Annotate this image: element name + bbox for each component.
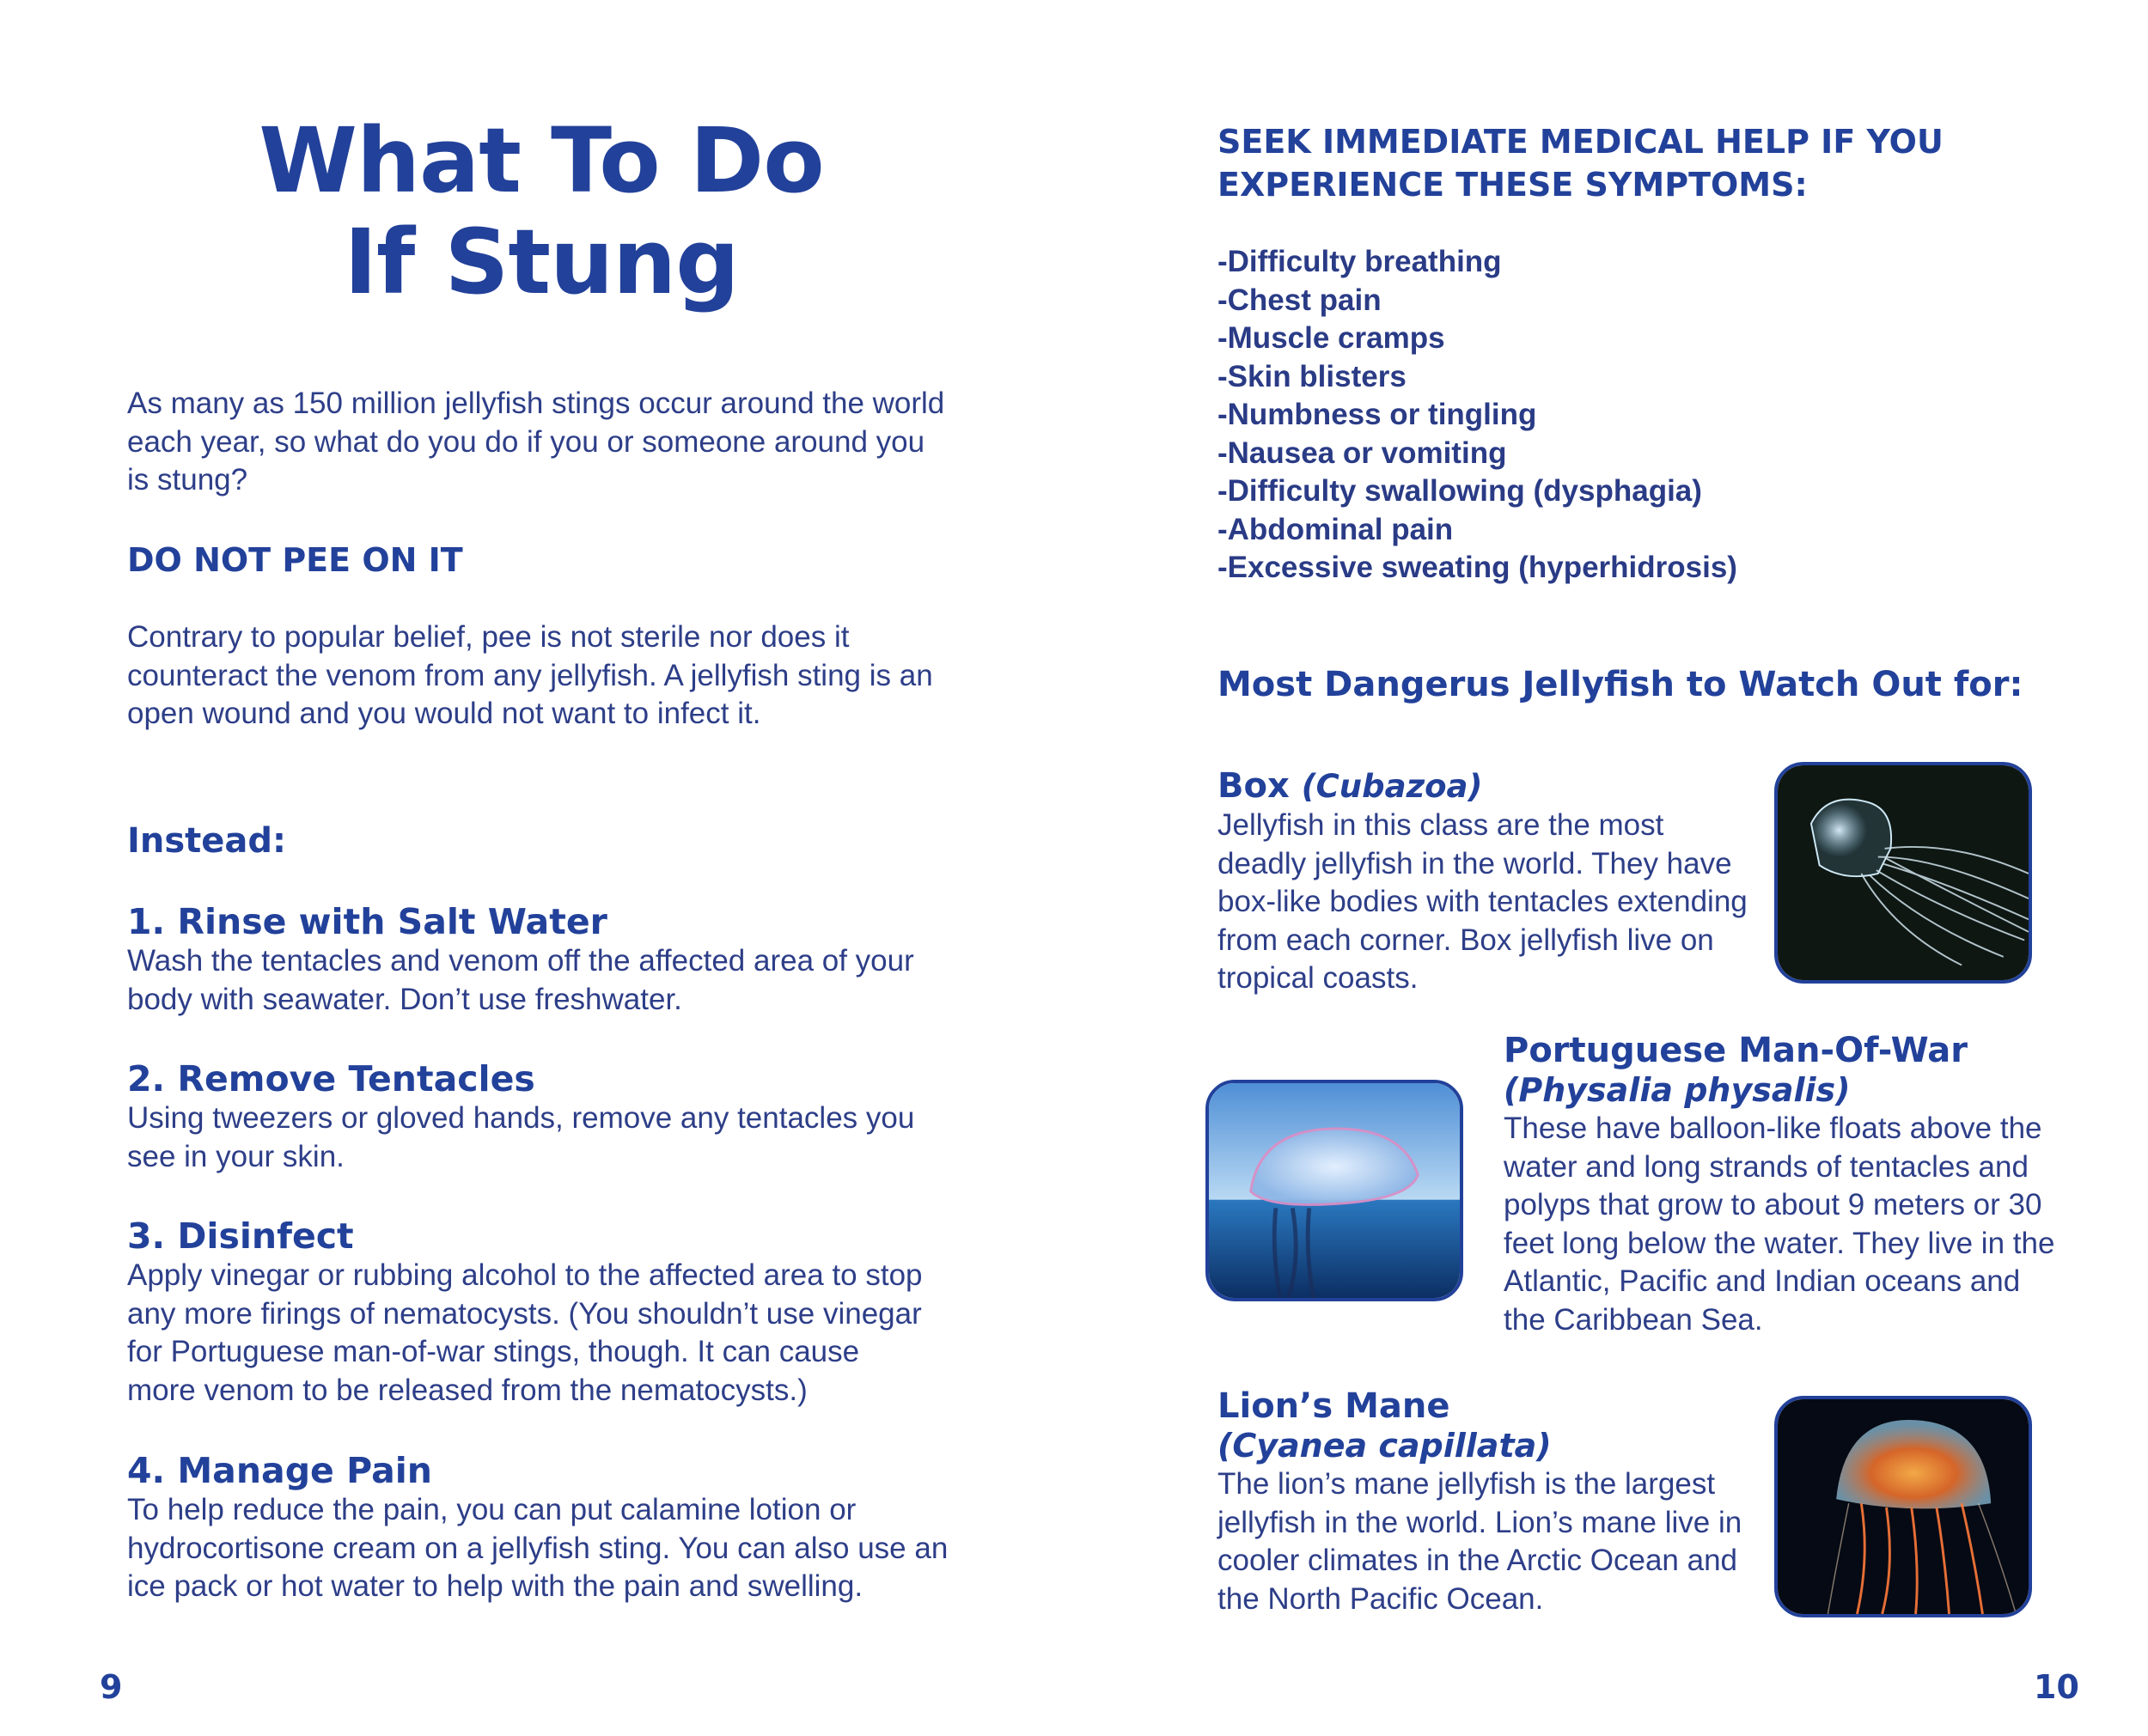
list-item: -Chest pain xyxy=(1217,283,1382,317)
species-common-name: Box xyxy=(1217,766,1290,806)
step-title: 2. Remove Tentacles xyxy=(127,1058,535,1099)
species-name xyxy=(1217,766,1750,807)
step-text: Wash the tentacles and venom off the affected area of your body with seawater. Don’t use freshwater. xyxy=(127,944,914,1016)
species-common-name: Portuguese Man-Of-War xyxy=(1504,1031,1968,1070)
list-item: -Excessive sweating (hyperhidrosis) xyxy=(1217,551,1737,584)
symptoms-heading xyxy=(1217,120,2094,206)
step-1 xyxy=(127,901,961,1019)
species-latin-name: (Cubazoa) xyxy=(1301,768,1483,805)
species-box xyxy=(1217,766,1750,998)
list-item: -Difficulty breathing xyxy=(1217,245,1502,278)
list-item: -Muscle cramps xyxy=(1217,321,1445,355)
list-item: -Difficulty swallowing (dysphagia) xyxy=(1217,474,1702,508)
warning-heading: DO NOT PEE ON IT xyxy=(127,541,463,579)
list-item: -Numbness or tingling xyxy=(1217,398,1537,431)
list-item: -Nausea or vomiting xyxy=(1217,436,1507,470)
step-text: To help reduce the pain, you can put calamine lotion or hydrocortisone cream on a jellyfish sting. You can also use an ice pack or hot water to help with the pain and swelling. xyxy=(127,1493,949,1603)
step-text: Using tweezers or gloved hands, remove any tentacles you see in your skin. xyxy=(127,1101,915,1173)
lions-mane-jellyfish-photo xyxy=(1774,1396,2032,1617)
instead-heading: Instead: xyxy=(127,821,287,861)
intro-paragraph: As many as 150 million jellyfish stings occur around the world each year, so what do you do if you or someone around you is stung? xyxy=(127,387,945,496)
right-page xyxy=(1074,0,2148,1736)
portuguese-man-of-war-photo xyxy=(1205,1080,1463,1301)
step-title: 4. Manage Pain xyxy=(127,1450,432,1491)
species-description: These have balloon-like floats above the water and long strands of tentacles and polyps that grow to about 9 meters or 30 feet long below the water. They live in the Atlantic, Pacific and Indian oceans and the Caribbean Sea. xyxy=(1504,1112,2055,1337)
symptoms-list xyxy=(1217,243,1991,588)
list-item: -Skin blisters xyxy=(1217,359,1407,393)
page-title xyxy=(129,110,954,313)
step-2 xyxy=(127,1058,961,1176)
step-3 xyxy=(127,1215,935,1410)
species-man-of-war xyxy=(1504,1031,2062,1339)
symptoms-heading-line-2: EXPERIENCE THESE SYMPTOMS: xyxy=(1217,166,1808,204)
species-latin-name: (Physalia physalis) xyxy=(1504,1071,1851,1109)
list-item: -Abdominal pain xyxy=(1217,512,1454,546)
step-title: 1. Rinse with Salt Water xyxy=(127,901,607,942)
title-line-1: What To Do xyxy=(259,108,824,213)
box-jellyfish-photo xyxy=(1774,762,2032,984)
page-number-left: 9 xyxy=(100,1668,123,1706)
step-4 xyxy=(127,1450,961,1606)
species-lions-mane xyxy=(1217,1386,1750,1618)
species-common-name: Lion’s Mane xyxy=(1217,1386,1450,1426)
species-description: Jellyfish in this class are the most deadly jellyfish in the world. They have box-like bodies with tentacles extending from each corner. Box jellyfish live on tropical coasts. xyxy=(1217,808,1748,995)
symptoms-heading-line-1: SEEK IMMEDIATE MEDICAL HELP IF YOU xyxy=(1217,123,1944,161)
step-title: 3. Disinfect xyxy=(127,1215,354,1257)
species-description: The lion’s mane jellyfish is the largest jellyfish in the world. Lion’s mane live in cooler climates in the Arctic Ocean and the North Pacific Ocean. xyxy=(1217,1467,1742,1616)
species-latin-name: (Cyanea capillata) xyxy=(1217,1427,1552,1465)
title-line-2: If Stung xyxy=(344,210,739,314)
warning-paragraph: Contrary to popular belief, pee is not sterile nor does it counteract the venom from any jellyfish. A jellyfish sting is an open wound and you would not want to infect it. xyxy=(127,620,933,730)
step-text: Apply vinegar or rubbing alcohol to the affected area to stop any more firings of nematocysts. (You shouldn’t use vinegar for Portuguese man-of-war stings, though. It can cause more venom to be released from the nematocysts.) xyxy=(127,1258,923,1407)
dangerous-jellyfish-heading: Most Dangerus Jellyfish to Watch Out for: xyxy=(1217,665,2023,704)
page-number-right: 10 xyxy=(2034,1668,2079,1706)
